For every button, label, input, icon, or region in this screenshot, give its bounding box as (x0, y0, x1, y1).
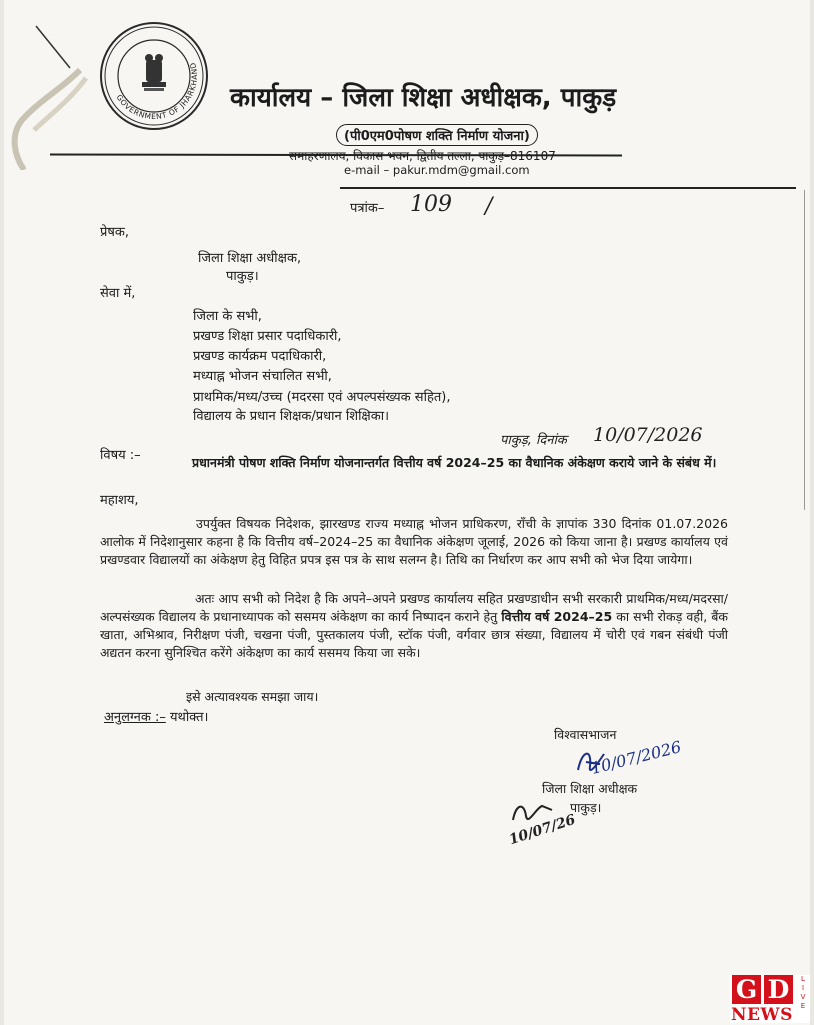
letter-number-slash: / (485, 194, 493, 219)
sender-line-2: पाकुड़। (226, 269, 259, 284)
recipient-line: प्राथमिक/मध्य/उच्च (मदरसा एवं अपल्पसंख्यक सहित), (193, 390, 451, 405)
government-seal-icon (98, 20, 210, 132)
header-divider (340, 187, 796, 189)
body-paragraph-3: इसे अत्यावश्यक समझा जाय। (186, 689, 319, 704)
enclosure (104, 707, 209, 725)
scheme-name: (पी0एम0पोषण शक्ति निर्माण योजना) (336, 124, 538, 146)
recipient-line: जिला के सभी, (193, 309, 262, 324)
body-paragraph-2 (100, 590, 728, 662)
initials-date: 10/07/26 (507, 811, 578, 849)
para2-part-a: अतः आप सभी को निदेश है कि अपने–अपने प्रखण्ड कार्यालय सहित प्रखण्डाधीन सभी सरकारी प्राथमिक/मध्य/मदरसा/अल्पसंख्यक विद्यालय के प्रधानाध्यापक को ससमय अंकेक्षण का कार्य निष्पादन कराने हेतु (100, 591, 728, 624)
logo-live: L I V E (800, 975, 806, 1010)
para2-part-b: का सभी रोकड़ वही, बैंक खाता, अभिश्राव, निरीक्षण पंजी, चखना पंजी, पुस्तकालय पंजी, स्टॉक पंजी, वर्गवार छात्र संख्या, विद्यालय में चोरी एवं गबन संबंधी पंजी अद्यतन करना सुनिश्चित करेंगे अंकेक्षण का कार्य ससमय किया जा सके। (100, 609, 728, 660)
para2-bold: वित्तीय वर्ष 2024–25 (501, 609, 613, 624)
recipient-label: सेवा में, (100, 286, 136, 301)
recipient-line: मध्याह्न भोजन संचालित सभी, (193, 369, 332, 384)
date-value: 10/07/2026 (593, 424, 703, 446)
file-tag-string (0, 20, 110, 170)
gd-news-logo (730, 975, 810, 1023)
salutation: महाशय, (100, 493, 139, 508)
signature-title: जिला शिक्षा अधीक्षक (542, 781, 638, 796)
page-edge-line (804, 190, 805, 510)
enclosure-value: यथोक्त। (169, 710, 209, 725)
office-email: e-mail – pakur.mdm@gmail.com (344, 163, 530, 177)
body-paragraph-1: उपर्युक्त विषयक निदेशक, झारखण्ड राज्य मध्याह्न भोजन प्राधिकरण, राँची के ज्ञापांक 330 दिनांक 01.07.2026 आलोक में निदेशानुसार कहना है कि वित्तीय वर्ष–2024–25 का वैधानिक अंकेक्षण जूलाई, 2026 को किया जाना है। प्रखण्ड कार्यालय एवं प्रखण्डवार विद्यालयों का अंकेक्षण हेतु विहित प्रपत्र इस पत्र के साथ सलग्न है। तिथि का निर्धारण कर आप सभी को भेज दिया जायेगा। (100, 516, 728, 567)
signature-date: 10/07/2026 (589, 737, 684, 778)
letter-number-label: पत्रांक– (350, 201, 385, 216)
office-title: कार्यालय – जिला शिक्षा अधीक्षक, पाकुड़ (230, 83, 617, 113)
seal-text: GOVERNMENT OF JHARKHAND (114, 61, 200, 122)
recipient-line: प्रखण्ड शिक्षा प्रसार पदाधिकारी, (193, 329, 342, 344)
recipient-line: प्रखण्ड कार्यक्रम पदाधिकारी, (193, 349, 327, 364)
logo-letter-g: G (732, 975, 761, 1004)
logo-letter-d: D (764, 975, 793, 1004)
signature-place: पाकुड़। (570, 800, 602, 815)
subject-label: विषय :– (100, 448, 141, 463)
letter-number-value: 109 (410, 192, 452, 217)
closing: विश्वासभाजन (554, 727, 617, 742)
subject-text: प्रधानमंत्री पोषण शक्ति निर्माण योजनान्तर्गत वित्तीय वर्ष 2024–25 का वैधानिक अंकेक्षण कराये जाने के संबंध में। (192, 455, 717, 470)
logo-news: NEWS (731, 1005, 793, 1025)
recipient-line: विद्यालय के प्रधान शिक्षक/प्रधान शिक्षिका। (193, 409, 390, 424)
sender-label: प्रेषक, (100, 225, 130, 240)
office-address: समाहरणालय, विकास भवन, द्वितीय तल्ला, पाकुड़–816107 (289, 149, 556, 163)
enclosure-label: अनुलग्नक :– (104, 710, 166, 725)
sender-line-1: जिला शिक्षा अधीक्षक, (198, 251, 302, 266)
date-label: पाकुड़, दिनांक (500, 433, 567, 448)
